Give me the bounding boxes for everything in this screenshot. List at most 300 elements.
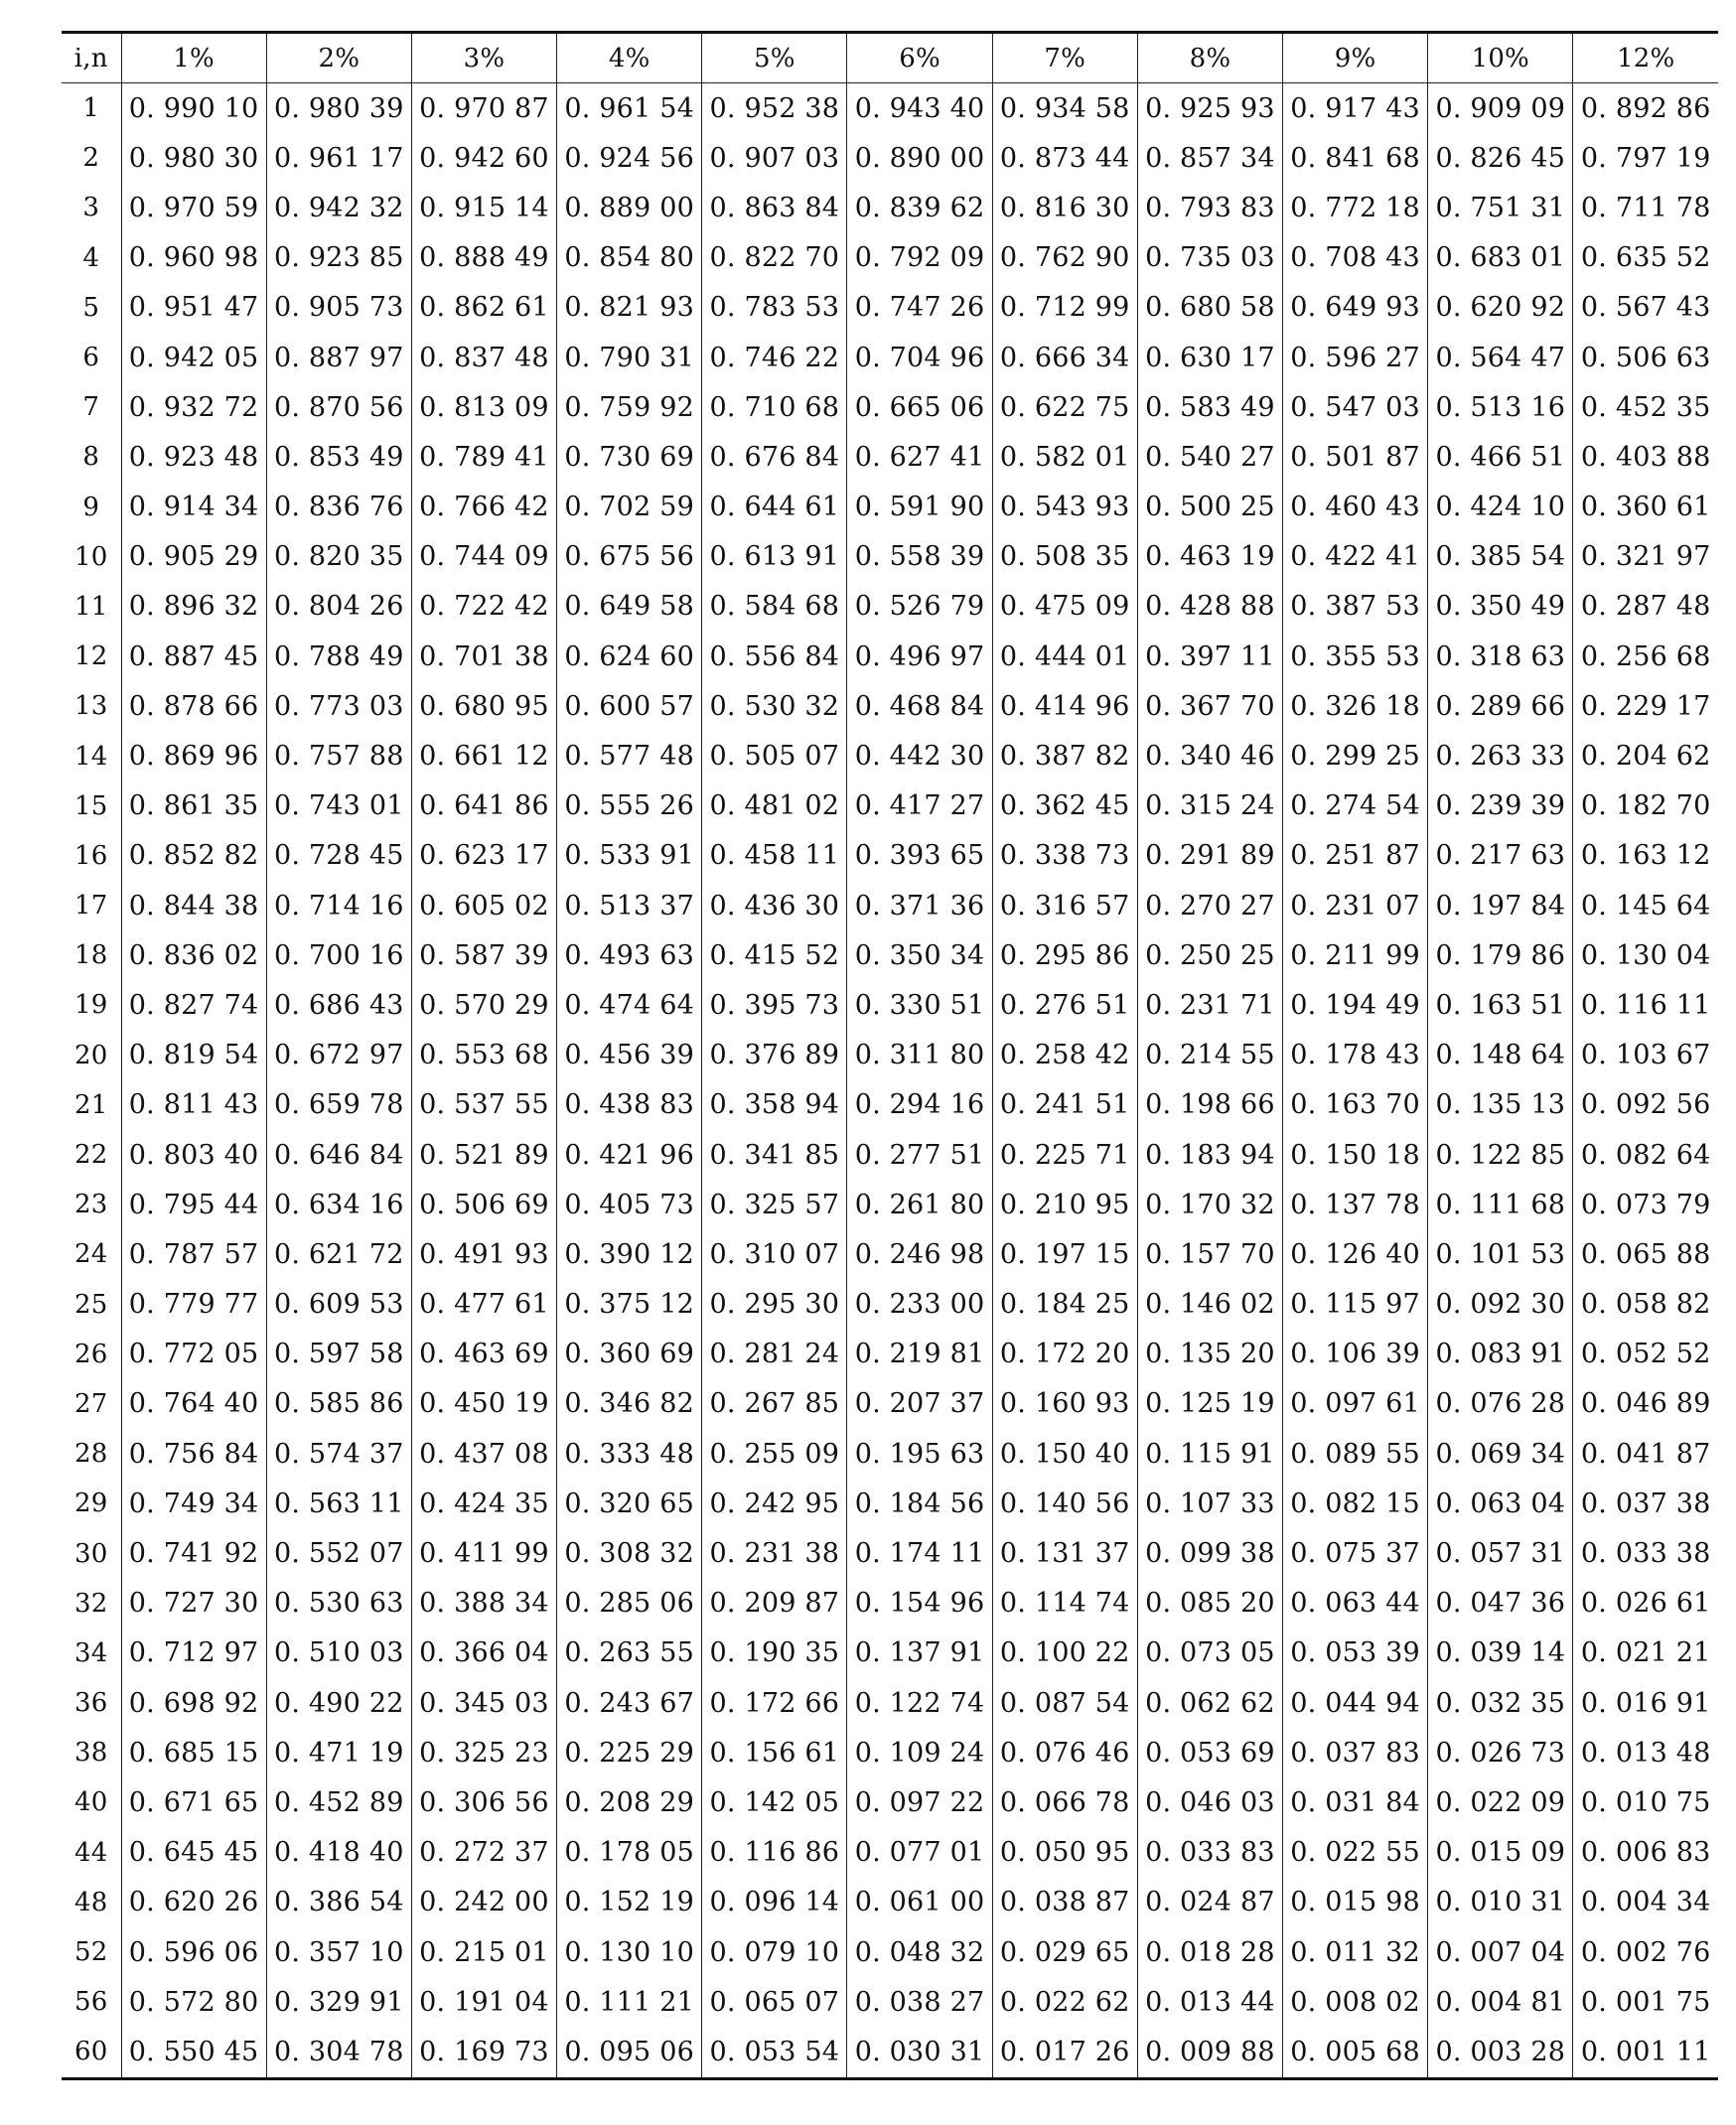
- factor-cell: 0. 680 58: [1137, 283, 1282, 333]
- factor-cell: 0. 698 92: [121, 1678, 266, 1728]
- factor-cell: 0. 018 28: [1137, 1927, 1282, 1977]
- factor-cell: 0. 790 31: [557, 333, 702, 382]
- factor-cell: 0. 701 38: [411, 632, 556, 681]
- factor-cell: 0. 702 59: [557, 483, 702, 532]
- factor-cell: 0. 017 26: [992, 2027, 1137, 2078]
- factor-cell: 0. 437 08: [411, 1429, 556, 1479]
- factor-cell: 0. 665 06: [847, 382, 992, 432]
- factor-cell: 0. 746 22: [702, 333, 847, 382]
- period-cell: 36: [74, 1688, 108, 1719]
- factor-cell: 0. 263 33: [1428, 731, 1573, 780]
- factor-cell: 0. 826 45: [1428, 133, 1573, 183]
- factor-cell: 0. 291 89: [1137, 831, 1282, 881]
- factor-cell: 0. 357 10: [266, 1927, 411, 1977]
- factor-cell: 0. 414 96: [992, 681, 1137, 731]
- factor-cell: 0. 797 19: [1573, 133, 1718, 183]
- period-cell: 32: [74, 1588, 108, 1619]
- factor-cell: 0. 115 91: [1137, 1429, 1282, 1479]
- factor-cell: 0. 231 71: [1137, 980, 1282, 1030]
- factor-cell: 0. 422 41: [1283, 532, 1428, 582]
- factor-cell: 0. 310 07: [702, 1229, 847, 1279]
- factor-cell: 0. 587 39: [411, 930, 556, 980]
- factor-cell: 0. 932 72: [121, 382, 266, 432]
- factor-cell: 0. 241 51: [992, 1080, 1137, 1130]
- factor-cell: 0. 710 68: [702, 382, 847, 432]
- table-row: [62, 532, 1718, 582]
- factor-cell: 0. 355 53: [1283, 632, 1428, 681]
- factor-cell: 0. 157 70: [1137, 1229, 1282, 1279]
- factor-cell: 0. 197 84: [1428, 881, 1573, 930]
- factor-cell: 0. 219 81: [847, 1330, 992, 1379]
- factor-cell: 0. 360 61: [1573, 483, 1718, 532]
- factor-cell: 0. 526 79: [847, 582, 992, 632]
- factor-cell: 0. 010 75: [1573, 1777, 1718, 1827]
- factor-cell: 0. 463 69: [411, 1330, 556, 1379]
- factor-cell: 0. 267 85: [702, 1379, 847, 1429]
- factor-cell: 0. 022 62: [992, 1977, 1137, 2027]
- table-row: [62, 881, 1718, 930]
- factor-cell: 0. 980 30: [121, 133, 266, 183]
- factor-cell: 0. 163 51: [1428, 980, 1573, 1030]
- factor-cell: 0. 229 17: [1573, 681, 1718, 731]
- factor-cell: 0. 870 56: [266, 382, 411, 432]
- factor-cell: 0. 371 36: [847, 881, 992, 930]
- period-cell: 11: [74, 591, 108, 622]
- factor-cell: 0. 393 65: [847, 831, 992, 881]
- factor-cell: 0. 942 60: [411, 133, 556, 183]
- factor-cell: 0. 533 91: [557, 831, 702, 881]
- factor-cell: 0. 076 28: [1428, 1379, 1573, 1429]
- factor-cell: 0. 217 63: [1428, 831, 1573, 881]
- factor-cell: 0. 804 26: [266, 582, 411, 632]
- factor-cell: 0. 021 21: [1573, 1629, 1718, 1678]
- factor-cell: 0. 231 38: [702, 1528, 847, 1578]
- factor-cell: 0. 163 12: [1573, 831, 1718, 881]
- table-row: [62, 1977, 1718, 2027]
- factor-cell: 0. 053 54: [702, 2027, 847, 2078]
- factor-cell: 0. 661 12: [411, 731, 556, 780]
- factor-cell: 0. 491 93: [411, 1229, 556, 1279]
- table-row: [62, 1927, 1718, 1977]
- table-row: [62, 781, 1718, 831]
- factor-cell: 0. 442 30: [847, 731, 992, 780]
- factor-cell: 0. 620 26: [121, 1878, 266, 1927]
- factor-cell: 0. 137 91: [847, 1629, 992, 1678]
- factor-cell: 0. 620 92: [1428, 283, 1573, 333]
- factor-cell: 0. 386 54: [266, 1878, 411, 1927]
- factor-cell: 0. 346 82: [557, 1379, 702, 1429]
- factor-cell: 0. 150 40: [992, 1429, 1137, 1479]
- factor-cell: 0. 779 77: [121, 1280, 266, 1330]
- header-rate-5: 5%: [702, 33, 847, 83]
- factor-cell: 0. 154 96: [847, 1579, 992, 1629]
- factor-cell: 0. 003 28: [1428, 2027, 1573, 2078]
- factor-cell: 0. 456 39: [557, 1031, 702, 1080]
- factor-cell: 0. 197 15: [992, 1229, 1137, 1279]
- factor-cell: 0. 869 96: [121, 731, 266, 780]
- factor-cell: 0. 044 94: [1283, 1678, 1428, 1728]
- factor-cell: 0. 477 61: [411, 1280, 556, 1330]
- period-cell: 23: [74, 1190, 108, 1220]
- factor-cell: 0. 635 52: [1573, 233, 1718, 283]
- table-row: [62, 681, 1718, 731]
- factor-cell: 0. 816 30: [992, 183, 1137, 232]
- factor-cell: 0. 250 25: [1137, 930, 1282, 980]
- factor-cell: 0. 553 68: [411, 1031, 556, 1080]
- factor-cell: 0. 735 03: [1137, 233, 1282, 283]
- factor-cell: 0. 405 73: [557, 1180, 702, 1229]
- factor-cell: 0. 032 35: [1428, 1678, 1573, 1728]
- factor-cell: 0. 097 22: [847, 1777, 992, 1827]
- factor-cell: 0. 827 74: [121, 980, 266, 1030]
- table-row: [62, 432, 1718, 482]
- factor-cell: 0. 002 76: [1573, 1927, 1718, 1977]
- factor-cell: 0. 582 01: [992, 432, 1137, 482]
- factor-cell: 0. 841 68: [1283, 133, 1428, 183]
- factor-cell: 0. 641 86: [411, 781, 556, 831]
- factor-cell: 0. 722 42: [411, 582, 556, 632]
- period-cell: 18: [74, 940, 108, 971]
- factor-cell: 0. 397 11: [1137, 632, 1282, 681]
- factor-cell: 0. 053 39: [1283, 1629, 1428, 1678]
- factor-cell: 0. 107 33: [1137, 1479, 1282, 1528]
- factor-cell: 0. 600 57: [557, 681, 702, 731]
- factor-cell: 0. 006 83: [1573, 1828, 1718, 1878]
- factor-cell: 0. 092 30: [1428, 1280, 1573, 1330]
- factor-cell: 0. 046 89: [1573, 1379, 1718, 1429]
- factor-cell: 0. 295 86: [992, 930, 1137, 980]
- factor-cell: 0. 001 11: [1573, 2027, 1718, 2078]
- period-cell: 16: [74, 840, 108, 871]
- factor-cell: 0. 672 97: [266, 1031, 411, 1080]
- factor-cell: 0. 142 05: [702, 1777, 847, 1827]
- factor-cell: 0. 961 54: [557, 83, 702, 134]
- factor-cell: 0. 418 40: [266, 1828, 411, 1878]
- header-rate-7: 7%: [992, 33, 1137, 83]
- period-cell: 44: [74, 1837, 108, 1868]
- factor-cell: 0. 190 35: [702, 1629, 847, 1678]
- factor-cell: 0. 388 34: [411, 1579, 556, 1629]
- factor-cell: 0. 340 46: [1137, 731, 1282, 780]
- factor-cell: 0. 097 61: [1283, 1379, 1428, 1429]
- factor-cell: 0. 106 39: [1283, 1330, 1428, 1379]
- factor-cell: 0. 861 35: [121, 781, 266, 831]
- factor-cell: 0. 766 42: [411, 483, 556, 532]
- factor-cell: 0. 634 16: [266, 1180, 411, 1229]
- factor-cell: 0. 178 05: [557, 1828, 702, 1878]
- factor-cell: 0. 605 02: [411, 881, 556, 930]
- factor-cell: 0. 031 84: [1283, 1777, 1428, 1827]
- factor-cell: 0. 306 56: [411, 1777, 556, 1827]
- factor-cell: 0. 011 32: [1283, 1927, 1428, 1977]
- factor-cell: 0. 233 00: [847, 1280, 992, 1330]
- factor-cell: 0. 751 31: [1428, 183, 1573, 232]
- factor-cell: 0. 471 19: [266, 1728, 411, 1777]
- factor-cell: 0. 207 37: [847, 1379, 992, 1429]
- factor-cell: 0. 749 34: [121, 1479, 266, 1528]
- factor-cell: 0. 390 12: [557, 1229, 702, 1279]
- factor-cell: 0. 330 51: [847, 980, 992, 1030]
- factor-cell: 0. 261 80: [847, 1180, 992, 1229]
- factor-cell: 0. 747 26: [847, 283, 992, 333]
- factor-cell: 0. 585 86: [266, 1379, 411, 1429]
- period-cell: 48: [74, 1887, 108, 1917]
- factor-cell: 0. 458 11: [702, 831, 847, 881]
- factor-cell: 0. 316 57: [992, 881, 1137, 930]
- factor-cell: 0. 215 01: [411, 1927, 556, 1977]
- factor-cell: 0. 073 79: [1573, 1180, 1718, 1229]
- factor-cell: 0. 550 45: [121, 2027, 266, 2078]
- factor-cell: 0. 506 63: [1573, 333, 1718, 382]
- table-row: [62, 1777, 1718, 1827]
- factor-cell: 0. 552 07: [266, 1528, 411, 1578]
- header-rate-3: 3%: [411, 33, 556, 83]
- factor-cell: 0. 436 30: [702, 881, 847, 930]
- factor-cell: 0. 555 26: [557, 781, 702, 831]
- factor-cell: 0. 172 66: [702, 1678, 847, 1728]
- period-cell: 17: [74, 891, 108, 921]
- factor-cell: 0. 543 93: [992, 483, 1137, 532]
- period-cell: 1: [82, 93, 100, 124]
- factor-cell: 0. 821 93: [557, 283, 702, 333]
- factor-cell: 0. 704 96: [847, 333, 992, 382]
- table-row: [62, 2027, 1718, 2078]
- factor-cell: 0. 178 43: [1283, 1031, 1428, 1080]
- factor-cell: 0. 481 02: [702, 781, 847, 831]
- factor-cell: 0. 444 01: [992, 632, 1137, 681]
- factor-cell: 0. 022 55: [1283, 1828, 1428, 1878]
- factor-cell: 0. 184 25: [992, 1280, 1137, 1330]
- factor-cell: 0. 596 27: [1283, 333, 1428, 382]
- factor-cell: 0. 925 93: [1137, 83, 1282, 134]
- factor-cell: 0. 452 89: [266, 1777, 411, 1827]
- table-row: [62, 632, 1718, 681]
- factor-cell: 0. 646 84: [266, 1130, 411, 1180]
- factor-cell: 0. 952 38: [702, 83, 847, 134]
- factor-cell: 0. 452 35: [1573, 382, 1718, 432]
- table-row: [62, 980, 1718, 1030]
- factor-cell: 0. 001 75: [1573, 1977, 1718, 2027]
- period-cell: 5: [82, 292, 100, 323]
- factor-cell: 0. 878 66: [121, 681, 266, 731]
- factor-cell: 0. 345 03: [411, 1678, 556, 1728]
- factor-cell: 0. 050 95: [992, 1828, 1137, 1878]
- factor-cell: 0. 905 29: [121, 532, 266, 582]
- factor-cell: 0. 990 10: [121, 83, 266, 134]
- factor-cell: 0. 708 43: [1283, 233, 1428, 283]
- factor-cell: 0. 135 20: [1137, 1330, 1282, 1379]
- factor-cell: 0. 506 69: [411, 1180, 556, 1229]
- factor-cell: 0. 421 96: [557, 1130, 702, 1180]
- factor-cell: 0. 073 05: [1137, 1629, 1282, 1678]
- factor-cell: 0. 772 05: [121, 1330, 266, 1379]
- factor-cell: 0. 508 35: [992, 532, 1137, 582]
- factor-cell: 0. 609 53: [266, 1280, 411, 1330]
- factor-cell: 0. 567 43: [1573, 283, 1718, 333]
- factor-cell: 0. 198 66: [1137, 1080, 1282, 1130]
- factor-cell: 0. 338 73: [992, 831, 1137, 881]
- table-row: [62, 483, 1718, 532]
- factor-cell: 0. 325 57: [702, 1180, 847, 1229]
- table-row: [62, 1728, 1718, 1777]
- factor-cell: 0. 082 15: [1283, 1479, 1428, 1528]
- factor-cell: 0. 026 73: [1428, 1728, 1573, 1777]
- table-row: [62, 382, 1718, 432]
- factor-cell: 0. 270 27: [1137, 881, 1282, 930]
- period-cell: 29: [74, 1488, 108, 1519]
- factor-cell: 0. 194 49: [1283, 980, 1428, 1030]
- table-row: [62, 1379, 1718, 1429]
- factor-cell: 0. 836 02: [121, 930, 266, 980]
- factor-cell: 0. 145 64: [1573, 881, 1718, 930]
- factor-cell: 0. 169 73: [411, 2027, 556, 2078]
- factor-cell: 0. 537 55: [411, 1080, 556, 1130]
- factor-cell: 0. 325 23: [411, 1728, 556, 1777]
- factor-cell: 0. 126 40: [1283, 1229, 1428, 1279]
- factor-cell: 0. 008 02: [1283, 1977, 1428, 2027]
- factor-cell: 0. 329 91: [266, 1977, 411, 2027]
- factor-cell: 0. 015 98: [1283, 1878, 1428, 1927]
- factor-cell: 0. 415 52: [702, 930, 847, 980]
- factor-cell: 0. 727 30: [121, 1579, 266, 1629]
- factor-cell: 0. 304 78: [266, 2027, 411, 2078]
- factor-cell: 0. 961 17: [266, 133, 411, 183]
- factor-cell: 0. 583 49: [1137, 382, 1282, 432]
- factor-cell: 0. 862 61: [411, 283, 556, 333]
- factor-cell: 0. 387 53: [1283, 582, 1428, 632]
- factor-cell: 0. 591 90: [847, 483, 992, 532]
- table-row: [62, 83, 1718, 134]
- factor-cell: 0. 046 03: [1137, 1777, 1282, 1827]
- factor-cell: 0. 367 70: [1137, 681, 1282, 731]
- period-cell: 60: [74, 2037, 108, 2067]
- factor-cell: 0. 836 76: [266, 483, 411, 532]
- factor-cell: 0. 087 54: [992, 1678, 1137, 1728]
- factor-cell: 0. 076 46: [992, 1728, 1137, 1777]
- factor-cell: 0. 276 51: [992, 980, 1137, 1030]
- factor-cell: 0. 630 17: [1137, 333, 1282, 382]
- factor-cell: 0. 773 03: [266, 681, 411, 731]
- period-cell: 28: [74, 1439, 108, 1470]
- factor-cell: 0. 909 09: [1428, 83, 1573, 134]
- period-cell: 19: [74, 990, 108, 1021]
- period-cell: 6: [82, 343, 100, 373]
- period-cell: 9: [82, 492, 100, 522]
- table-row: [62, 1429, 1718, 1479]
- factor-cell: 0. 756 84: [121, 1429, 266, 1479]
- factor-cell: 0. 308 32: [557, 1528, 702, 1578]
- factor-cell: 0. 350 34: [847, 930, 992, 980]
- factor-cell: 0. 712 97: [121, 1629, 266, 1678]
- factor-cell: 0. 204 62: [1573, 731, 1718, 780]
- factor-cell: 0. 570 29: [411, 980, 556, 1030]
- factor-cell: 0. 887 45: [121, 632, 266, 681]
- factor-cell: 0. 728 45: [266, 831, 411, 881]
- header-rate-1: 1%: [121, 33, 266, 83]
- factor-cell: 0. 052 52: [1573, 1330, 1718, 1379]
- factor-cell: 0. 116 11: [1573, 980, 1718, 1030]
- factor-cell: 0. 624 60: [557, 632, 702, 681]
- factor-cell: 0. 039 14: [1428, 1629, 1573, 1678]
- factor-cell: 0. 242 00: [411, 1878, 556, 1927]
- header-rate-8: 8%: [1137, 33, 1282, 83]
- table-row: [62, 1828, 1718, 1878]
- table-row: [62, 1479, 1718, 1528]
- factor-cell: 0. 671 65: [121, 1777, 266, 1827]
- period-cell: 26: [74, 1339, 108, 1369]
- factor-cell: 0. 659 78: [266, 1080, 411, 1130]
- factor-cell: 0. 563 11: [266, 1479, 411, 1528]
- factor-cell: 0. 463 19: [1137, 532, 1282, 582]
- period-cell: 27: [74, 1388, 108, 1419]
- factor-cell: 0. 530 63: [266, 1579, 411, 1629]
- factor-cell: 0. 960 98: [121, 233, 266, 283]
- factor-cell: 0. 360 69: [557, 1330, 702, 1379]
- period-cell: 24: [74, 1239, 108, 1270]
- factor-cell: 0. 057 31: [1428, 1528, 1573, 1578]
- factor-cell: 0. 787 57: [121, 1229, 266, 1279]
- factor-cell: 0. 122 74: [847, 1678, 992, 1728]
- factor-cell: 0. 251 87: [1283, 831, 1428, 881]
- factor-cell: 0. 596 06: [121, 1927, 266, 1977]
- factor-cell: 0. 764 40: [121, 1379, 266, 1429]
- factor-cell: 0. 730 69: [557, 432, 702, 482]
- factor-cell: 0. 627 41: [847, 432, 992, 482]
- factor-cell: 0. 013 48: [1573, 1728, 1718, 1777]
- factor-cell: 0. 083 91: [1428, 1330, 1573, 1379]
- factor-cell: 0. 466 51: [1428, 432, 1573, 482]
- factor-cell: 0. 572 80: [121, 1977, 266, 2027]
- period-cell: 21: [74, 1089, 108, 1120]
- factor-cell: 0. 358 94: [702, 1080, 847, 1130]
- factor-cell: 0. 803 40: [121, 1130, 266, 1180]
- factor-cell: 0. 924 56: [557, 133, 702, 183]
- factor-cell: 0. 685 15: [121, 1728, 266, 1777]
- factor-cell: 0. 239 39: [1428, 781, 1573, 831]
- factor-cell: 0. 053 69: [1137, 1728, 1282, 1777]
- factor-cell: 0. 813 09: [411, 382, 556, 432]
- factor-cell: 0. 854 80: [557, 233, 702, 283]
- factor-cell: 0. 501 87: [1283, 432, 1428, 482]
- factor-cell: 0. 195 63: [847, 1429, 992, 1479]
- header-rate-6: 6%: [847, 33, 992, 83]
- factor-cell: 0. 460 43: [1283, 483, 1428, 532]
- factor-cell: 0. 115 97: [1283, 1280, 1428, 1330]
- period-cell: 20: [74, 1040, 108, 1070]
- period-cell: 7: [82, 392, 100, 423]
- factor-cell: 0. 130 10: [557, 1927, 702, 1977]
- factor-cell: 0. 146 02: [1137, 1280, 1282, 1330]
- factor-cell: 0. 505 07: [702, 731, 847, 780]
- period-cell: 15: [74, 790, 108, 821]
- factor-cell: 0. 242 95: [702, 1479, 847, 1528]
- factor-cell: 0. 942 32: [266, 183, 411, 232]
- factor-cell: 0. 246 98: [847, 1229, 992, 1279]
- factor-cell: 0. 026 61: [1573, 1579, 1718, 1629]
- factor-cell: 0. 318 63: [1428, 632, 1573, 681]
- period-cell: 56: [74, 1987, 108, 2018]
- factor-cell: 0. 137 78: [1283, 1180, 1428, 1229]
- factor-cell: 0. 852 82: [121, 831, 266, 881]
- header-rate-10: 10%: [1428, 33, 1573, 83]
- factor-cell: 0. 700 16: [266, 930, 411, 980]
- factor-cell: 0. 613 91: [702, 532, 847, 582]
- period-cell: 40: [74, 1787, 108, 1818]
- factor-cell: 0. 037 38: [1573, 1479, 1718, 1528]
- factor-cell: 0. 892 86: [1573, 83, 1718, 134]
- period-cell: 22: [74, 1140, 108, 1171]
- factor-cell: 0. 243 67: [557, 1678, 702, 1728]
